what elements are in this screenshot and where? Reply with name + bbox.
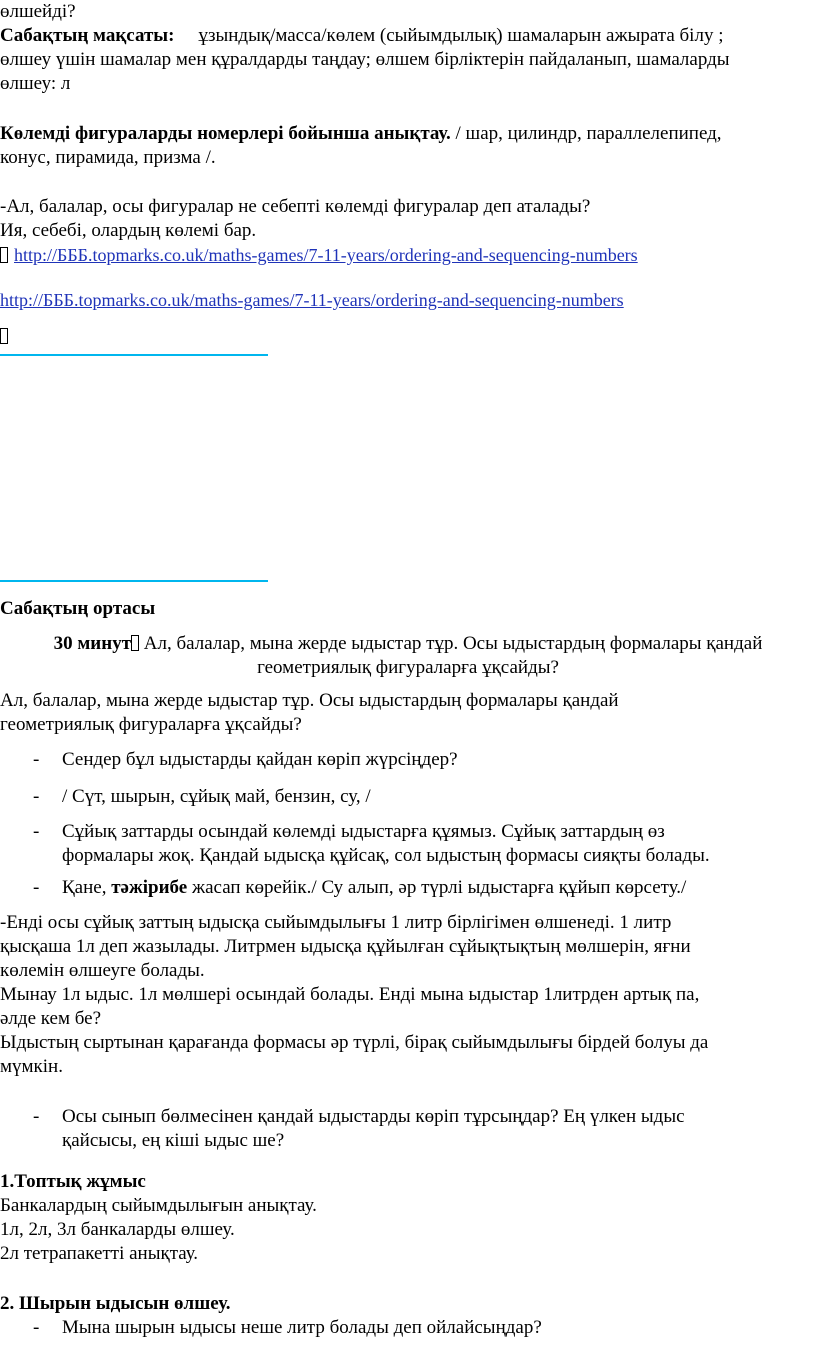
middle-para-line1: Ал, балалар, мына жерде ыдыстар тұр. Осы ыдыстардың формалары қандай: [0, 690, 619, 711]
litre-line1: -Енді осы сұйық заттың ыдысқа сыйымдылығы 1 литр бірлігімен өлшенеді. 1 литр: [0, 912, 672, 933]
section-heading-middle: Сабақтың ортасы: [0, 598, 156, 619]
divider-line-bottom: [0, 580, 268, 582]
missing-glyph-icon: [0, 328, 8, 344]
missing-glyph-icon: [0, 247, 8, 263]
dash-bullet: -: [33, 821, 40, 842]
group-work-line2: 1л, 2л, 3л банкаларды өлшеу.: [0, 1219, 235, 1240]
glyph-row: [0, 325, 816, 349]
divider-line-top: [0, 354, 268, 356]
topmarks-link-2[interactable]: http://БББ.topmarks.co.uk/maths-games/7-11-years/ordering-and-sequencing-numbers: [0, 290, 624, 310]
dash-bullet: -: [33, 877, 40, 898]
litre-line2: қысқаша 1л деп жазылады. Литрмен ыдысқа құйылған сұйықтықтың мөлшерін, яғни: [0, 936, 691, 957]
juice-section: [0, 1292, 816, 1316]
centered-line1: Ал, балалар, мына жерде ыдыстар тұр. Осы ыдыстардың формалары қандай: [139, 633, 763, 654]
middle-paragraph: [0, 689, 816, 737]
dash-bullet: -: [33, 786, 40, 807]
topmarks-link-1[interactable]: http://БББ.topmarks.co.uk/maths-games/7-11-years/ordering-and-sequencing-numbers: [14, 245, 638, 265]
question-paragraph: [0, 195, 816, 243]
top-fragment: [0, 0, 816, 24]
bullet-text-continued: қайсысы, ең кіші ыдыс ше?: [62, 1130, 285, 1151]
shapes-paragraph: [0, 122, 816, 170]
group-work-section: [0, 1170, 816, 1266]
objectives-label: Сабақтың мақсаты:: [0, 25, 175, 46]
experiment-word: тәжірибе: [111, 877, 188, 898]
centered-line2: геометриялық фигураларға ұқсайды?: [257, 657, 559, 678]
litre-line7: мүмкін.: [0, 1056, 63, 1077]
question-line1: -Ал, балалар, осы фигуралар не себепті көлемді фигуралар деп аталады?: [0, 196, 591, 217]
group-work-line3: 2л тетрапакетті анықтау.: [0, 1243, 199, 1264]
bullet-text: Қане, тәжірибе жасап көрейік./ Су алып, әр түрлі ыдыстарға құйып көрсету./: [62, 877, 687, 898]
question-line2: Ия, себебі, олардың көлемі бар.: [0, 220, 257, 241]
centered-question-block: [0, 632, 816, 680]
missing-glyph-icon: [131, 635, 139, 651]
group-work-heading: 1.Топтық жұмыс: [0, 1171, 146, 1192]
top-fragment-text: өлшейді?: [0, 1, 76, 22]
middle-heading-row: [0, 597, 816, 621]
bullet-text-continued: формалары жоқ. Қандай ыдысқа құйсақ, сол ыдыстың формасы сияқты болады.: [62, 845, 710, 866]
link2-row: [0, 288, 816, 313]
dash-bullet: -: [33, 1317, 40, 1338]
shapes-line2: конус, пирамида, призма /.: [0, 147, 216, 168]
litre-line4: Мынау 1л ыдыс. 1л мөлшері осындай болады. Енді мына ыдыстар 1литрден артық па,: [0, 984, 700, 1005]
bullet-text: Мына шырын ыдысы неше литр болады деп ойлайсыңдар?: [62, 1317, 542, 1338]
middle-para-line2: геометриялық фигураларға ұқсайды?: [0, 714, 302, 735]
juice-heading: 2. Шырын ыдысын өлшеу.: [0, 1293, 231, 1314]
objectives-paragraph: [0, 24, 816, 96]
litre-line3: көлемін өлшеуге болады.: [0, 960, 205, 981]
shapes-line1-rest: / шар, цилиндр, параллелепипед,: [450, 123, 722, 144]
bullet-text: Сұйық заттарды осындай көлемді ыдыстарға құямыз. Сұйық заттардың өз: [62, 821, 665, 842]
link1-row: [0, 243, 816, 268]
objectives-line1: ұзындық/масса/көлем (сыйымдылық) шамаларын ажырата білу ;: [198, 25, 724, 46]
objectives-line3: өлшеу: л: [0, 73, 71, 94]
bullet-text: / Сүт, шырын, сұйық май, бензин, су, /: [62, 786, 371, 807]
dash-bullet: -: [33, 749, 40, 770]
shapes-label: Көлемді фигураларды номерлері бойынша анықтау.: [0, 123, 451, 144]
bullet-text: Сендер бұл ыдыстарды қайдан көріп жүрсіңдер?: [62, 749, 458, 770]
time-label: 30 минут: [53, 633, 132, 654]
bullet-text: Осы сынып бөлмесінен қандай ыдыстарды көріп тұрсыңдар? Ең үлкен ыдыс: [62, 1106, 685, 1127]
litre-line6: Ыдыстың сыртынан қарағанда формасы әр түрлі, бірақ сыйымдылығы бірдей болуы да: [0, 1032, 709, 1053]
dash-bullet: -: [33, 1106, 40, 1127]
litre-paragraph: [0, 911, 816, 1079]
litre-line5: әлде кем бе?: [0, 1008, 102, 1029]
objectives-line2: өлшеу үшін шамалар мен құралдарды таңдау; өлшем бірліктерін пайдаланып, шамаларды: [0, 49, 730, 70]
group-work-line1: Банкалардың сыйымдылығын анықтау.: [0, 1195, 317, 1216]
